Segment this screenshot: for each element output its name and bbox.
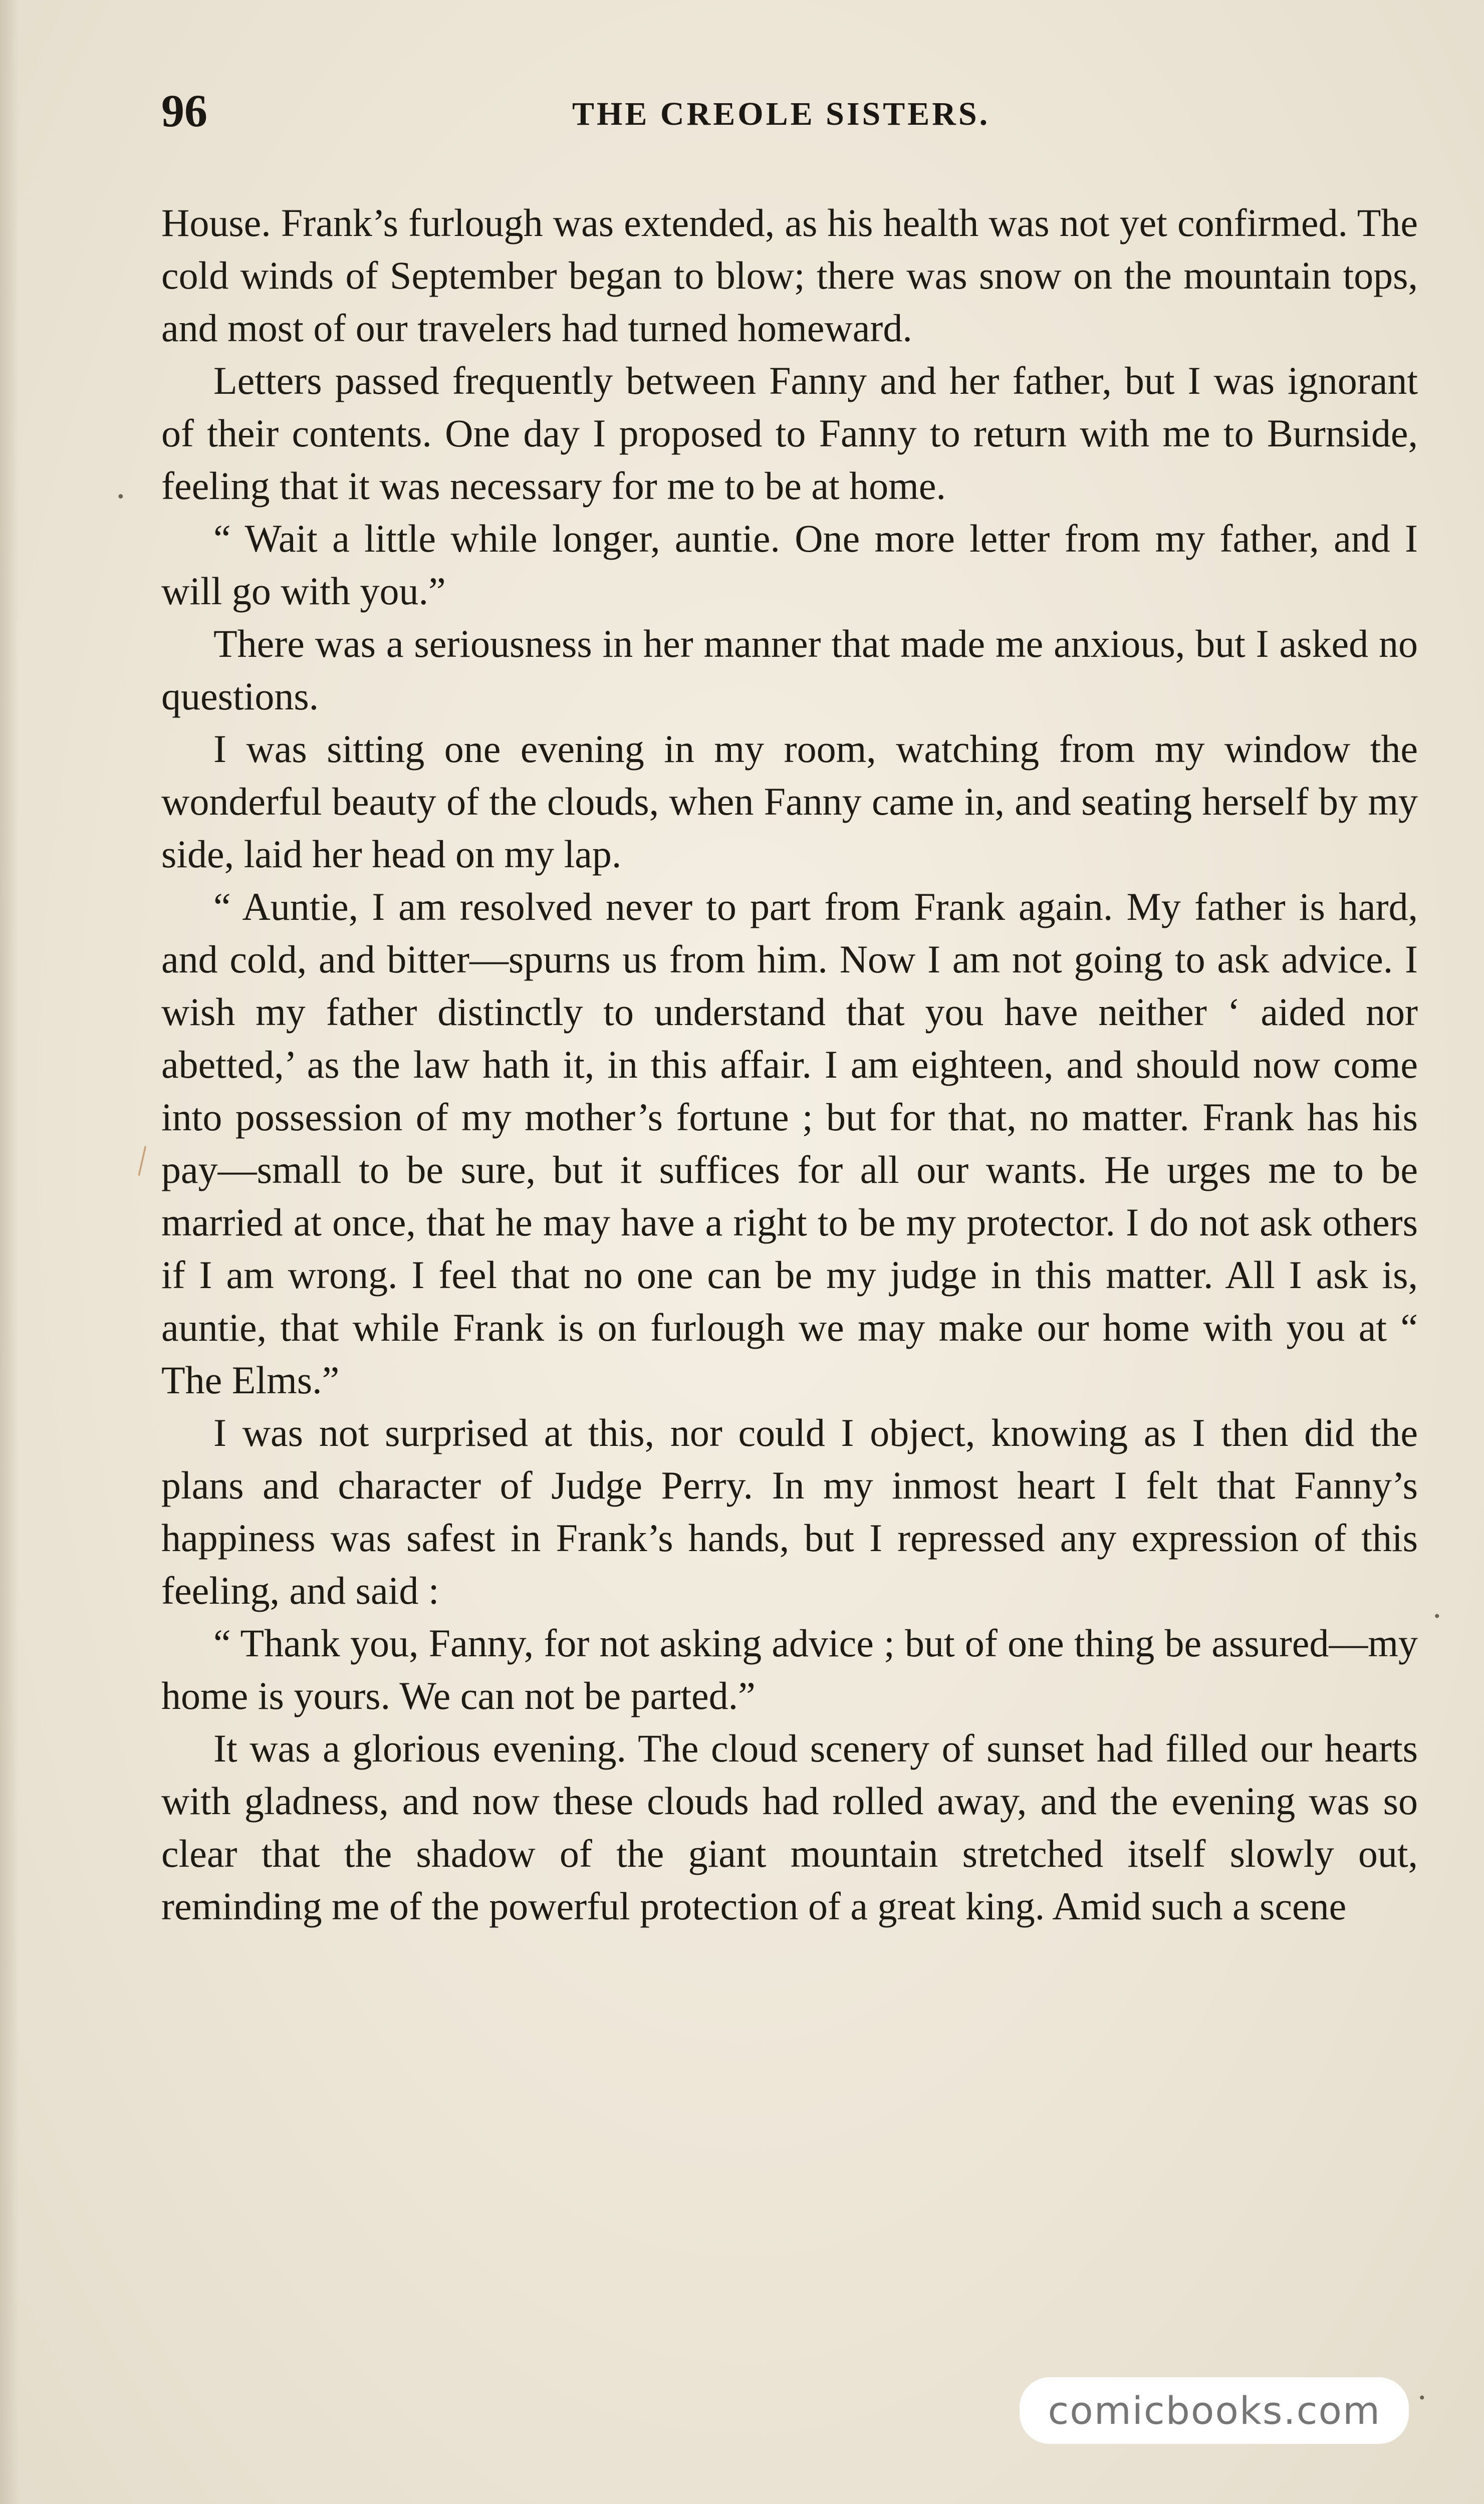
paragraph: “ Auntie, I am resolved never to part from Frank again. My father is hard, and cold, and bitter—spurns us from him. Now I am not going to ask advice. I wish my father distinctly to understand that you have neither ‘ aided nor abetted,’ as the law hath it, in this affair. I am eighteen, and should now come into possession of my mother’s fortune ; but for that, no matter. Frank has his pay—small to be sure, but it suffices for all our wants. He urges me to be married at once, that he may have a right to be my protector. I do not ask others if I am wrong. I feel that no one can be my judge in this matter. All I ask is, auntie, that while Frank is on furlough we may make our home with you at “ The Elms.” xyxy=(161,885,1418,1402)
paragraph: Letters passed frequently between Fanny and her father, but I was ignorant of their contents. One day I proposed to Fanny to return with me to Burnside, feeling that it was necessary for me to be at home. xyxy=(161,359,1418,508)
paragraph: It was a glorious evening. The cloud scenery of sunset had filled our hearts with gladness, and now these clouds had rolled away, and the evening was so clear that the shadow of the giant mountain stretched itself slowly out, reminding me of the powerful protection of a great king. Amid such a scene xyxy=(161,1726,1418,1928)
watermark-badge: comicbooks.com xyxy=(1020,2377,1409,2444)
paragraph: I was sitting one evening in my room, watching from my window the wonderful beauty of the clouds, when Fanny came in, and seating herself by my side, laid her head on my lap. xyxy=(161,727,1418,876)
body-text xyxy=(161,196,1418,1932)
margin-tick-mark: ╲ xyxy=(128,1146,156,1176)
margin-dot-mark: • xyxy=(1433,1608,1441,1625)
paragraph: “ Wait a little while longer, auntie. One more letter from my father, and I will go with you.” xyxy=(161,517,1418,613)
page-header xyxy=(161,84,1424,144)
paragraph: There was a seriousness in her manner that made me anxious, but I asked no questions. xyxy=(161,622,1418,718)
margin-dot-mark: • xyxy=(116,488,125,506)
paragraph: I was not surprised at this, nor could I object, knowing as I then did the plans and character of Judge Perry. In my inmost heart I felt that Fanny’s happiness was safest in Frank’s hands, but I repressed any expression of this feeling, and said : xyxy=(161,1411,1418,1612)
page-number: 96 xyxy=(161,85,207,136)
running-head: THE CREOLE SISTERS. xyxy=(572,96,991,132)
paragraph: House. Frank’s furlough was extended, as his health was not yet confirmed. The cold winds of September began to blow; there was snow on the mountain tops, and most of our travelers had turned homeward. xyxy=(161,201,1418,350)
margin-dot-mark: • xyxy=(1418,2390,1426,2406)
paragraph: “ Thank you, Fanny, for not asking advice ; but of one thing be assured—my home is yours. We can not be parted.” xyxy=(161,1621,1418,1717)
